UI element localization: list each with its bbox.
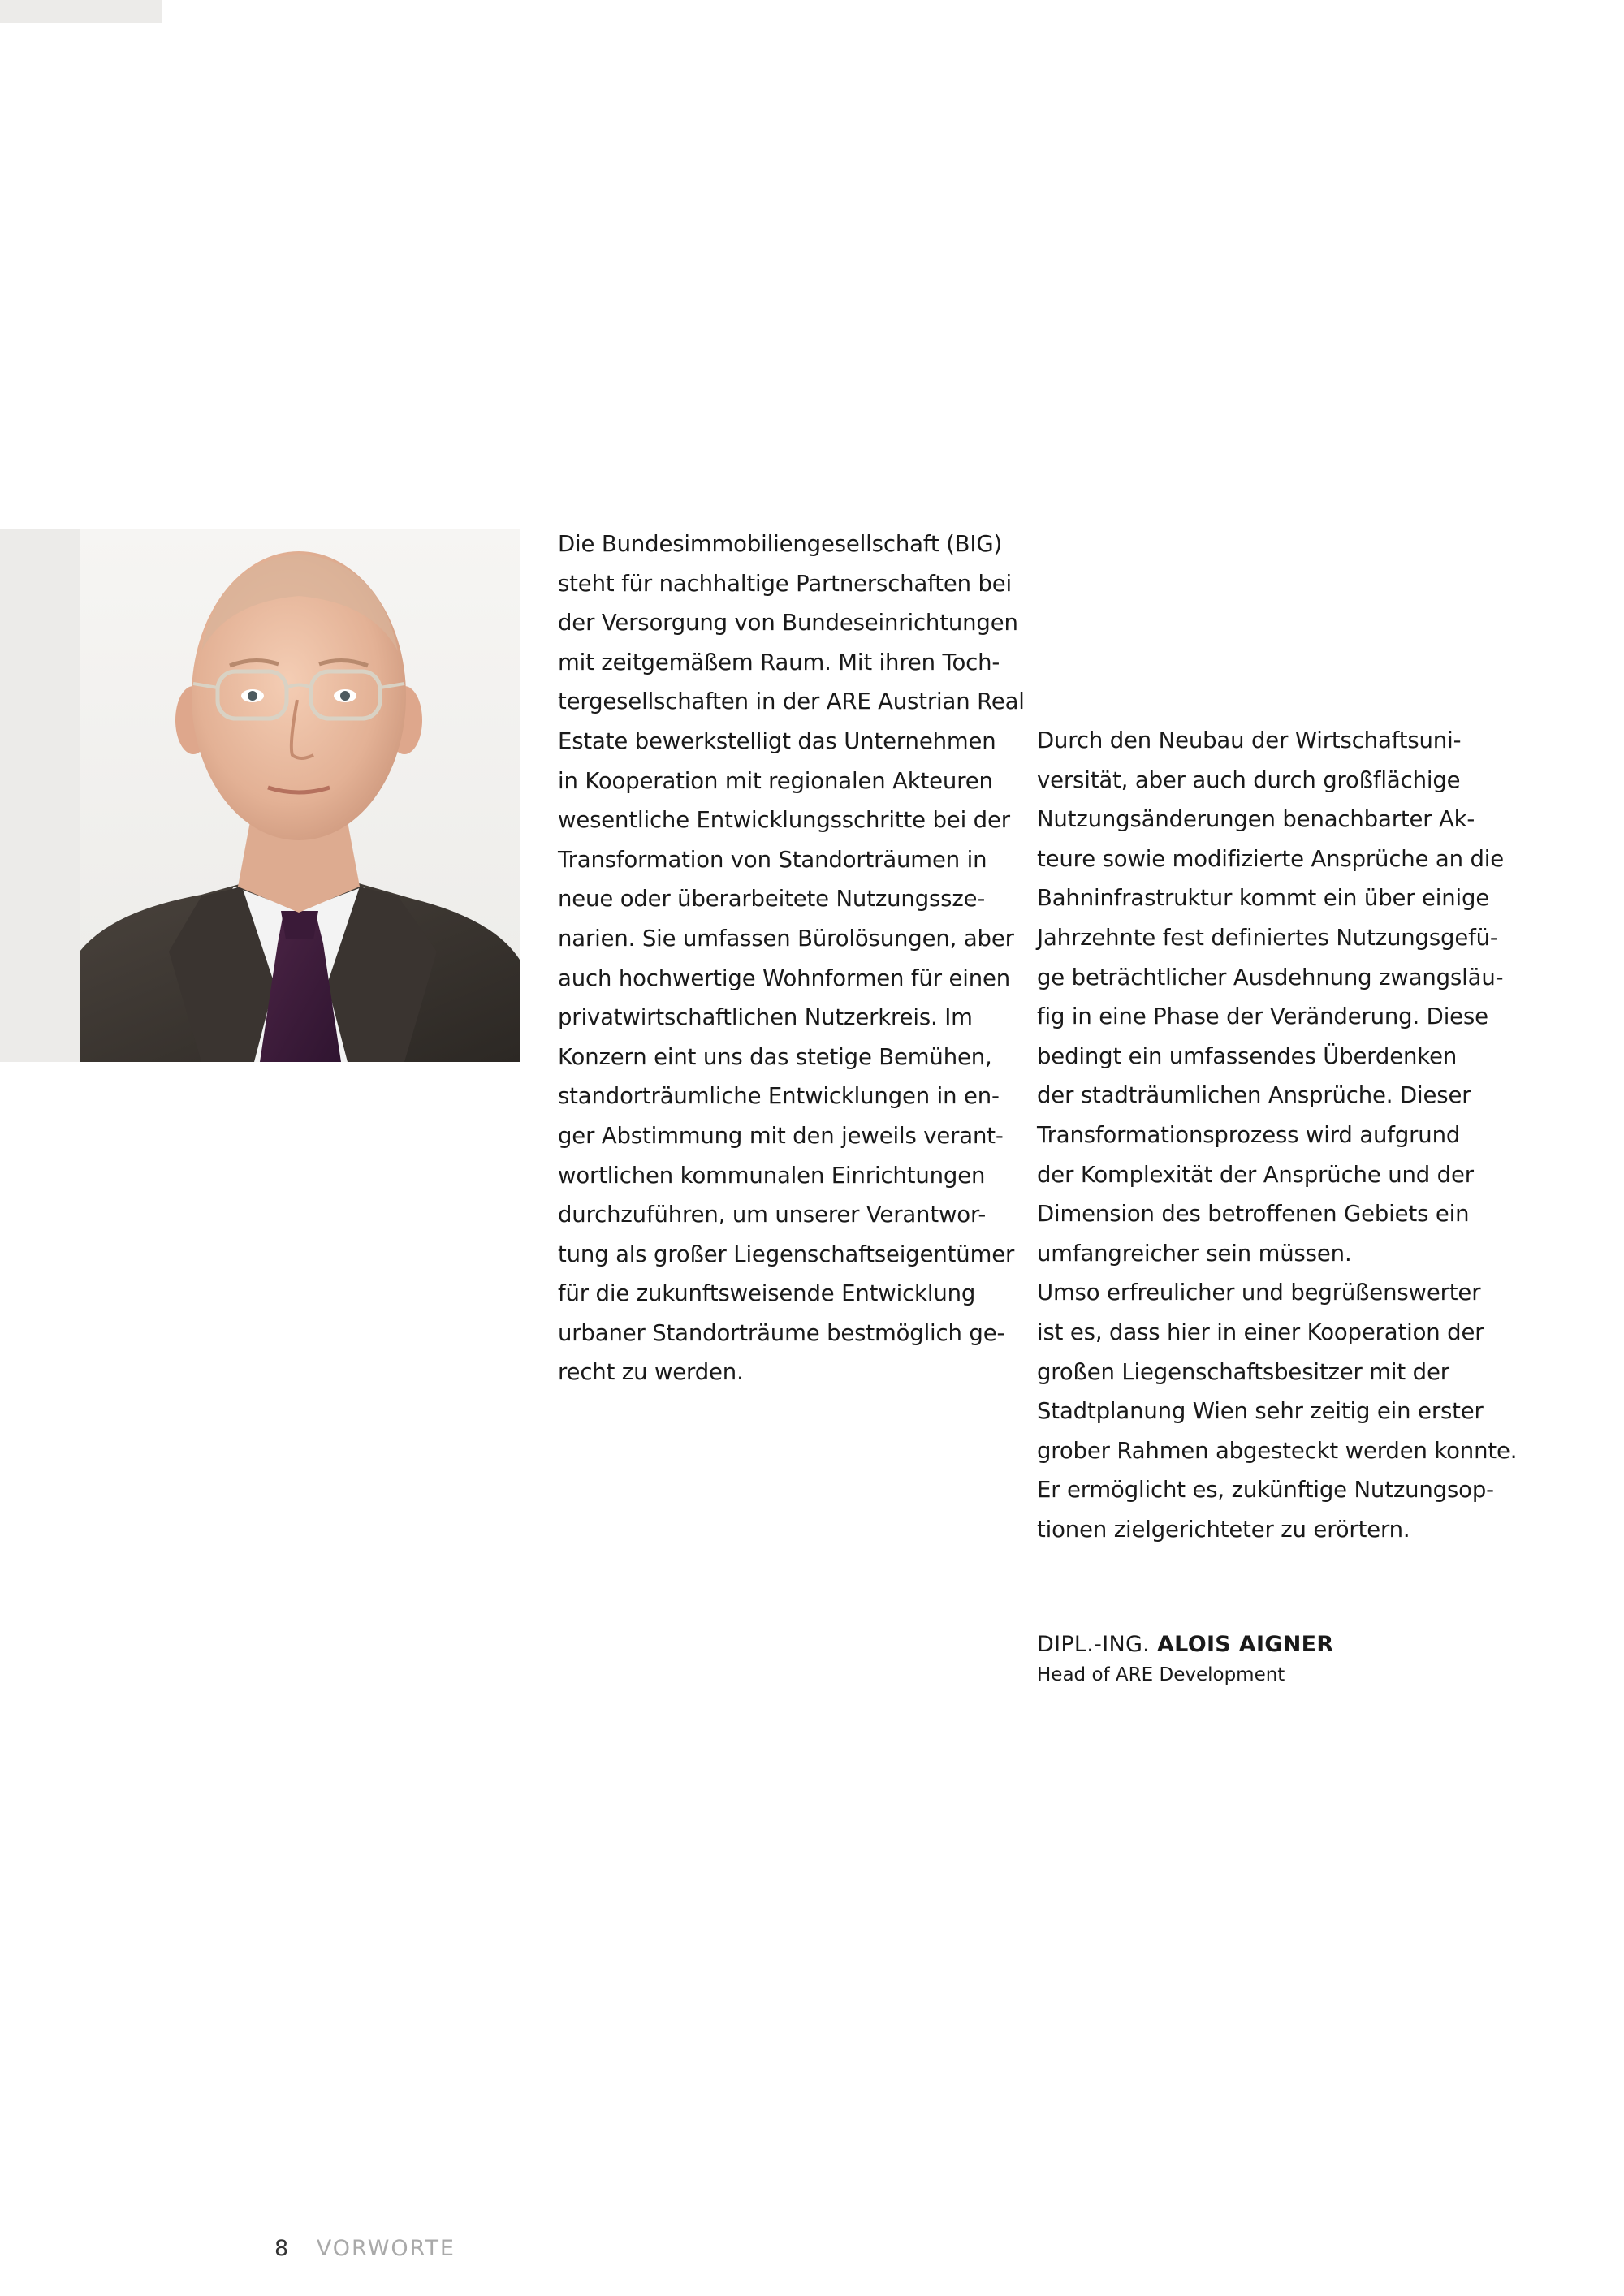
text-line: auch hochwertige Wohnformen für einen bbox=[558, 965, 1011, 991]
text-line: Jahrzehnte fest definiertes Nutzungsgefü- bbox=[1037, 924, 1498, 951]
page-footer bbox=[274, 2234, 456, 2264]
text-line: der stadträumlichen Ansprüche. Dieser bbox=[1037, 1082, 1471, 1109]
text-line: umfangreicher sein müssen. bbox=[1037, 1240, 1352, 1267]
text-line: standorträumliche Entwicklungen in en- bbox=[558, 1083, 1000, 1110]
text-line: Bahninfrastruktur kommt ein über einige bbox=[1037, 885, 1490, 912]
section-title: VORWORTE bbox=[316, 2236, 456, 2261]
signature-role: Head of ARE Development bbox=[1037, 1664, 1285, 1685]
text-line: großen Liegenschaftsbesitzer mit der bbox=[1037, 1358, 1449, 1385]
text-line: Estate bewerkstelligt das Unternehmen bbox=[558, 727, 996, 754]
text-line: Nutzungsänderungen benachbarter Ak- bbox=[1037, 806, 1475, 833]
text-line: der Komplexität der Ansprüche und der bbox=[1037, 1161, 1474, 1188]
text-line: tergesellschaften in der ARE Austrian Real bbox=[558, 688, 1025, 715]
text-line: tung als großer Liegenschaftseigentümer bbox=[558, 1241, 1015, 1267]
text-line: grober Rahmen abgesteckt werden konnte. bbox=[1037, 1437, 1518, 1464]
text-line: wesentliche Entwicklungsschritte bei der bbox=[558, 807, 1010, 834]
text-line: Dimension des betroffenen Gebiets ein bbox=[1037, 1201, 1470, 1228]
text-line: neue oder überarbeitete Nutzungssze- bbox=[558, 886, 986, 913]
second-text-column bbox=[1037, 721, 1518, 1549]
text-line: in Kooperation mit regionalen Akteuren bbox=[558, 767, 993, 794]
text-line: ger Abstimmung mit den jeweils verant- bbox=[558, 1122, 1004, 1149]
intro-text-column bbox=[558, 524, 1025, 1392]
text-line: Transformation von Standorträumen in bbox=[558, 846, 987, 873]
text-line: steht für nachhaltige Partnerschaften bei bbox=[558, 570, 1013, 597]
second-paragraph bbox=[1037, 721, 1518, 1549]
text-line: urbaner Standorträume bestmöglich ge- bbox=[558, 1319, 1005, 1346]
signature-title: DIPL.-ING. bbox=[1037, 1632, 1151, 1657]
signature-name bbox=[1037, 1629, 1334, 1661]
signature-block bbox=[1037, 1629, 1334, 1689]
side-accent-bar bbox=[0, 529, 80, 1062]
signature-person: ALOIS AIGNER bbox=[1156, 1632, 1334, 1657]
page-number: 8 bbox=[274, 2236, 289, 2261]
text-line: für die zukunftsweisende Entwicklung bbox=[558, 1280, 976, 1307]
text-line: Stadtplanung Wien sehr zeitig ein erster bbox=[1037, 1398, 1484, 1425]
top-corner-tab bbox=[0, 0, 162, 23]
text-line: teure sowie modifizierte Ansprüche an die bbox=[1037, 845, 1505, 872]
text-line: privatwirtschaftlichen Nutzerkreis. Im bbox=[558, 1004, 973, 1031]
text-line: recht zu werden. bbox=[558, 1359, 744, 1386]
text-line: wortlichen kommunalen Einrichtungen bbox=[558, 1162, 986, 1189]
text-line: Er ermöglicht es, zukünftige Nutzungsop- bbox=[1037, 1477, 1494, 1504]
text-line: bedingt ein umfassendes Überdenken bbox=[1037, 1042, 1458, 1069]
text-line: tionen zielgerichteter zu erörtern. bbox=[1037, 1516, 1410, 1543]
text-line: ge beträchtlicher Ausdehnung zwangsläu- bbox=[1037, 964, 1504, 990]
text-line: der Versorgung von Bundeseinrichtungen bbox=[558, 610, 1018, 637]
text-line: mit zeitgemäßem Raum. Mit ihren Toch- bbox=[558, 649, 1000, 675]
text-line: ist es, dass hier in einer Kooperation der bbox=[1037, 1318, 1484, 1345]
portrait-photo bbox=[80, 529, 520, 1062]
text-line: Transformationsprozess wird aufgrund bbox=[1037, 1121, 1461, 1148]
text-line: versität, aber auch durch großflächige bbox=[1037, 766, 1461, 793]
text-line: fig in eine Phase der Veränderung. Diese bbox=[1037, 1003, 1488, 1030]
text-line: Die Bundesimmobiliengesellschaft (BIG) bbox=[558, 531, 1003, 557]
text-line: Durch den Neubau der Wirtschaftsuni- bbox=[1037, 727, 1462, 753]
text-line: Konzern eint uns das stetige Bemühen, bbox=[558, 1043, 992, 1070]
text-line: durchzuführen, um unserer Verantwor- bbox=[558, 1202, 987, 1228]
intro-paragraph bbox=[558, 524, 1025, 1392]
text-line: narien. Sie umfassen Bürolösungen, aber bbox=[558, 925, 1014, 952]
text-line: Umso erfreulicher und begrüßenswerter bbox=[1037, 1280, 1481, 1306]
